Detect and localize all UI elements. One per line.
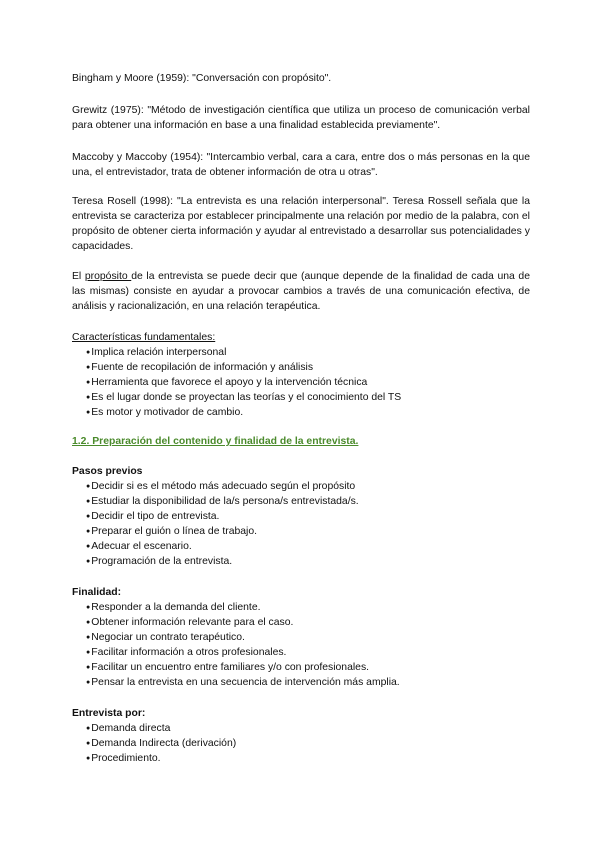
list-item: ● Facilitar información a otros profesionales. [72,645,530,660]
definition-grewitz: Grewitz (1975): "Método de investigación científica que utiliza un proceso de comunicación verbal para obtener una información en base a una finalidad establecida previamente". [72,105,530,131]
finalidad-list [72,600,530,690]
list-item: ● Decidir el tipo de entrevista. [72,509,530,524]
section-title: 1.2. Preparación del contenido y finalidad de la entrevista. [72,436,359,447]
list-item: ● Programación de la entrevista. [72,554,530,569]
proposito-paragraph [72,269,530,314]
list-item: ● Adecuar el escenario. [72,539,530,554]
caracteristicas-list [72,345,530,420]
pasos-list [72,479,530,569]
entrevista-por-list [72,721,530,766]
list-item: ● Es el lugar donde se proyectan las teorías y el conocimiento del TS [72,390,530,405]
finalidad-heading: Finalidad: [72,587,122,598]
definition-bingham: Bingham y Moore (1959): "Conversación con propósito". [72,73,332,84]
list-item: ● Es motor y motivador de cambio. [72,405,530,420]
list-item: ● Responder a la demanda del cliente. [72,600,530,615]
list-item: ● Negociar un contrato terapéutico. [72,630,530,645]
list-item: ● Implica relación interpersonal [72,345,530,360]
list-item: ● Preparar el guión o línea de trabajo. [72,524,530,539]
list-item: ● Demanda directa [72,721,530,736]
list-item: ● Pensar la entrevista en una secuencia de intervención más amplia. [72,675,530,690]
list-item: ● Decidir si es el método más adecuado según el propósito [72,479,530,494]
proposito-keyword: propósito [84,271,132,282]
proposito-before: El [72,271,85,282]
list-item: ● Fuente de recopilación de información y análisis [72,360,530,375]
proposito-after: de la entrevista se puede decir que (aunque depende de la finalidad de cada una de las mismas) consiste en ayudar a provocar cambios a través de una comunicación efectiva, de análisis y racionalización, en una relación terapéutica. [72,271,530,312]
list-item: ● Facilitar un encuentro entre familiares y/o con profesionales. [72,660,530,675]
definition-maccoby: Maccoby y Maccoby (1954): "Intercambio verbal, cara a cara, entre dos o más personas en la que una, el entrevistador, trata de obtener información de otra u otras". [72,152,530,178]
list-item: ● Obtener información relevante para el caso. [72,615,530,630]
list-item: ● Procedimiento. [72,751,530,766]
entrevista-por-heading: Entrevista por: [72,708,146,719]
list-item: ● Demanda Indirecta (derivación) [72,736,530,751]
pasos-heading: Pasos previos [72,466,143,477]
definition-rosell: Teresa Rosell (1998): "La entrevista es una relación interpersonal". Teresa Rossell señala que la entrevista se caracteriza por establecer principalmente una relación por medio de la palabra, con el propósito de obtener cierta información y ayudar al entrevistado a desarrollar sus potencialidades y capacidades. [72,196,530,252]
caracteristicas-heading: Características fundamentales: [72,332,216,343]
list-item: ● Estudiar la disponibilidad de la/s persona/s entrevistada/s. [72,494,530,509]
list-item: ● Herramienta que favorece el apoyo y la intervención técnica [72,375,530,390]
